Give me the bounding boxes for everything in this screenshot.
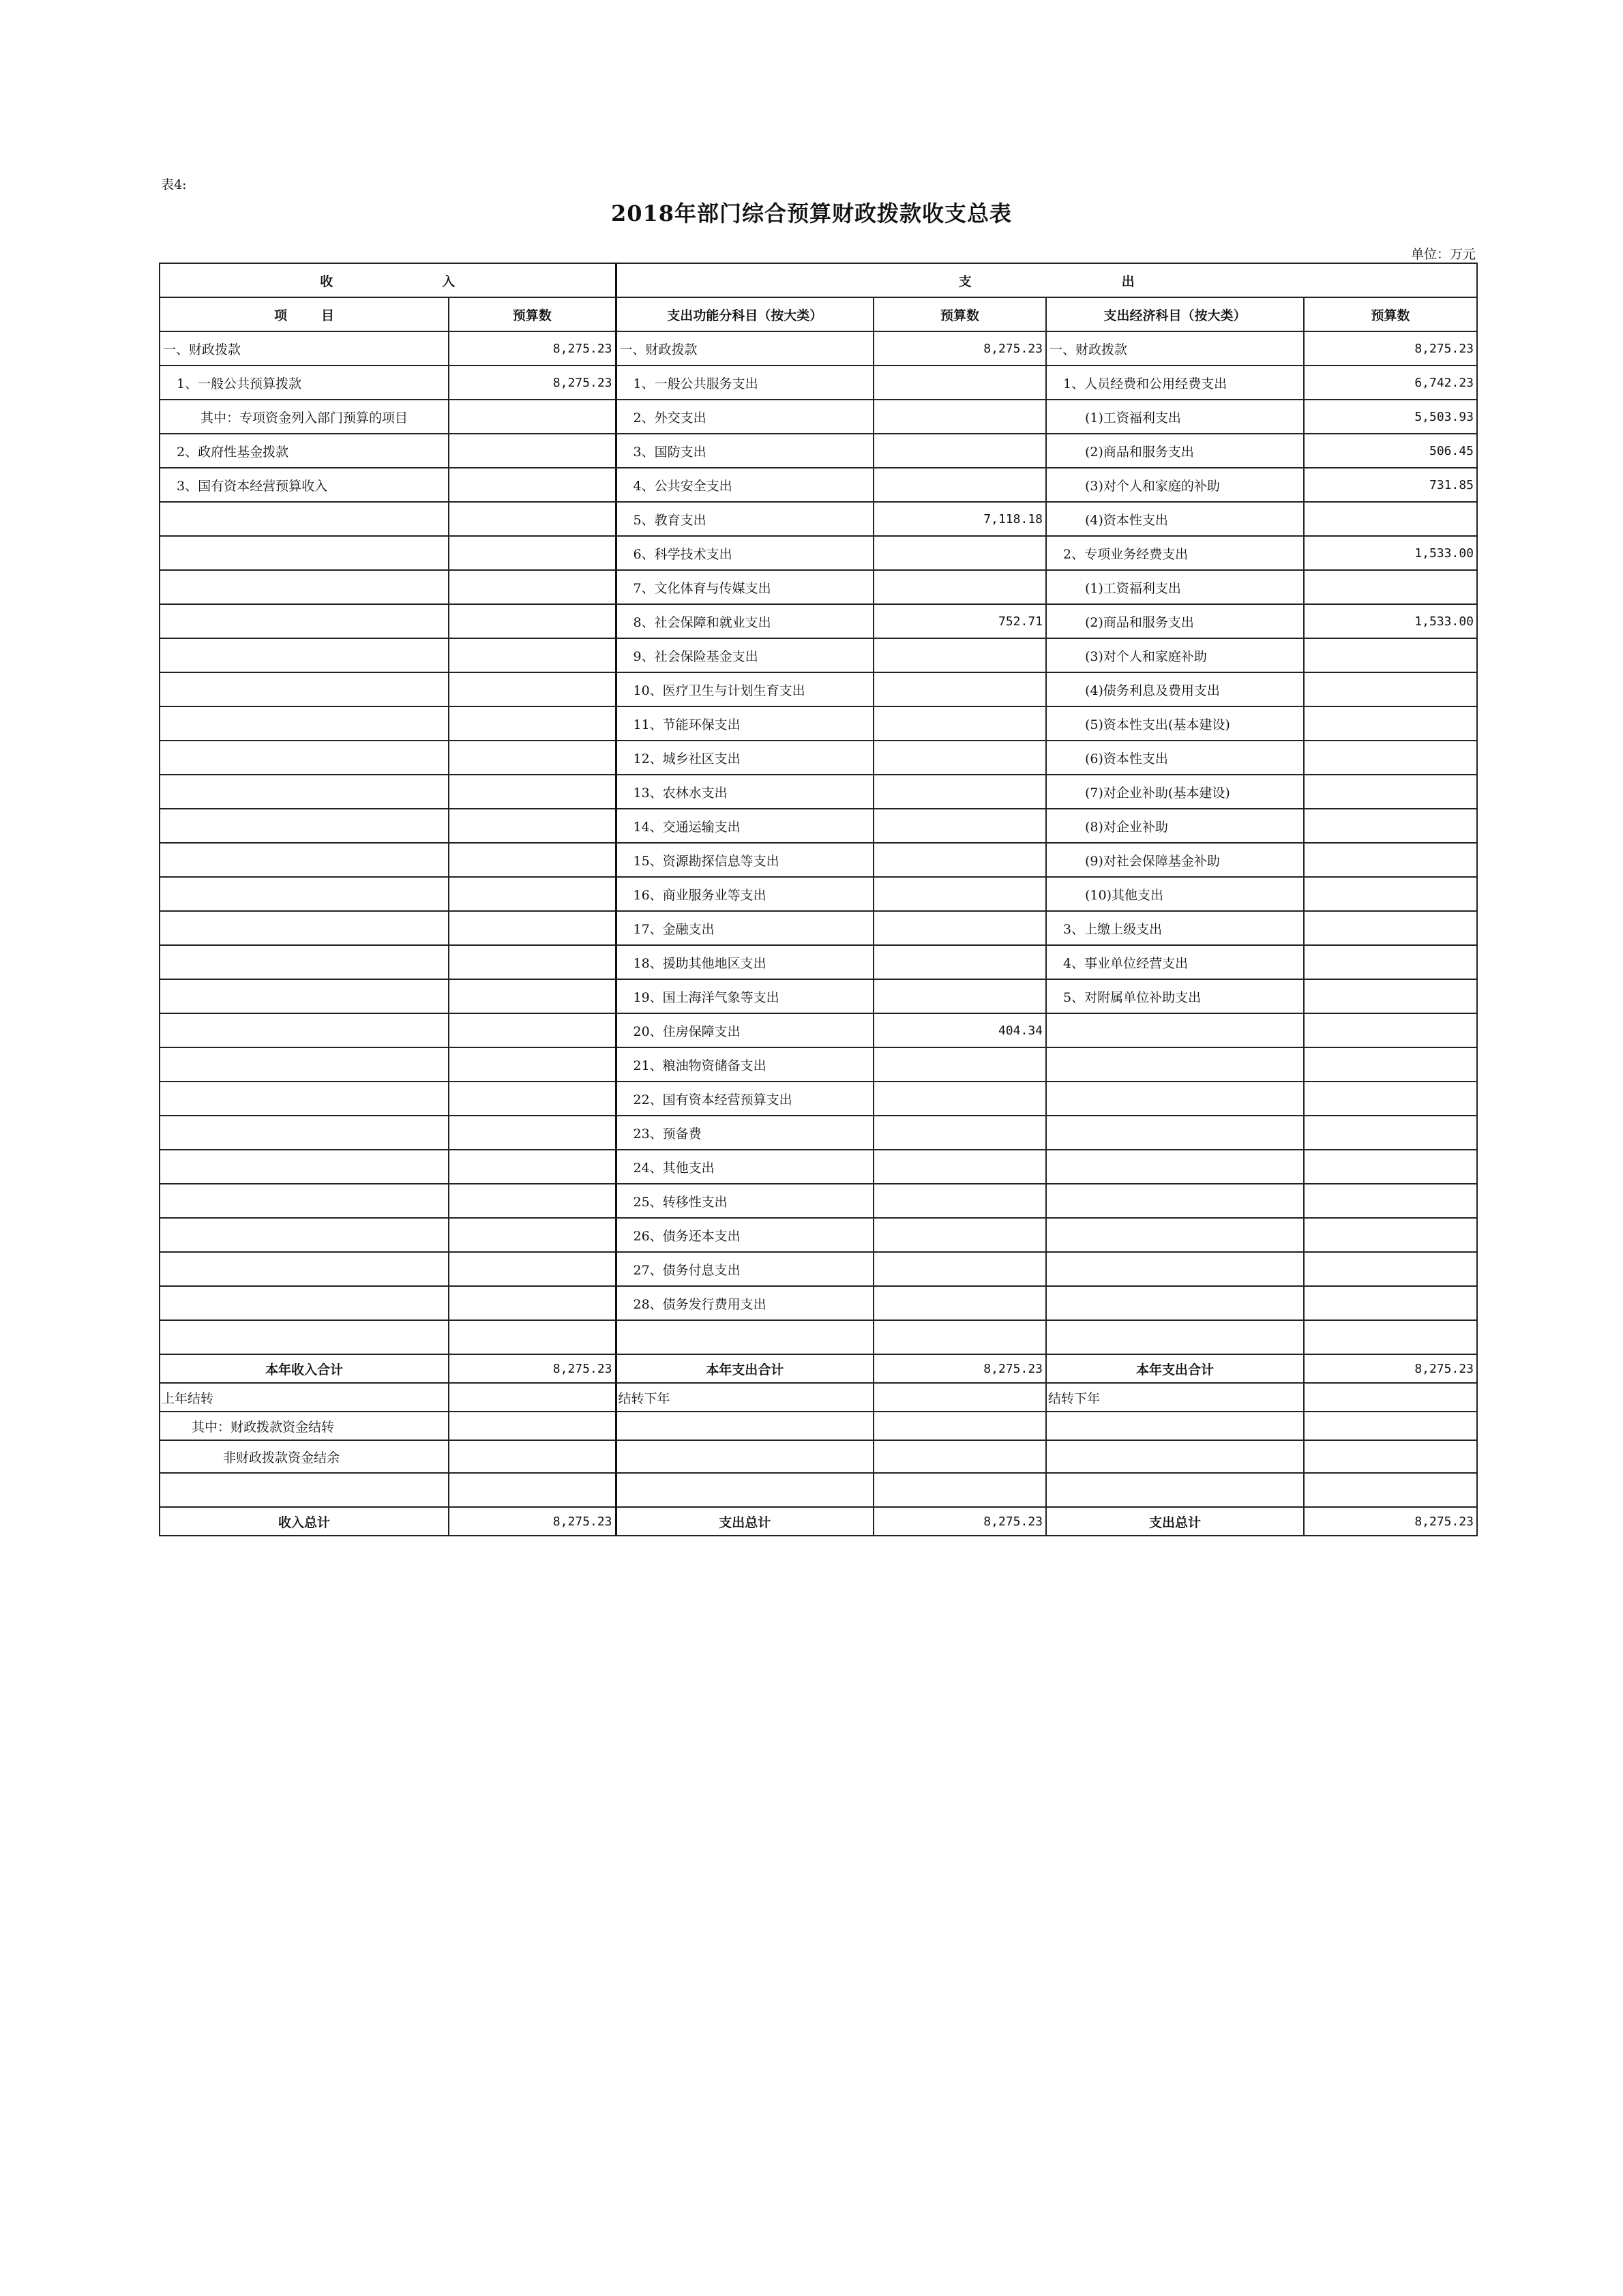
func-item: 7、文化体育与传媒支出 <box>616 570 874 604</box>
income-amount <box>449 1013 616 1047</box>
income-item: 其中：专项资金列入部门预算的项目 <box>160 400 449 434</box>
func-amount <box>874 1252 1046 1286</box>
func-item: 19、国土海洋气象等支出 <box>616 979 874 1013</box>
blank-cell <box>449 1320 616 1354</box>
func-item: 15、资源勘探信息等支出 <box>616 843 874 877</box>
income-amount <box>449 706 616 741</box>
table-row <box>160 604 1477 638</box>
blank-cell <box>1304 1473 1477 1507</box>
func-item: 4、公共安全支出 <box>616 468 874 502</box>
carry-row <box>160 1440 1477 1473</box>
func-item: 13、农林水支出 <box>616 775 874 809</box>
econ-amount: 8,275.23 <box>1304 331 1477 366</box>
table-row <box>160 1150 1477 1184</box>
page-title: 2018年部门综合预算财政拨款收支总表 <box>610 200 1013 226</box>
carry-econ-item <box>1046 1440 1304 1473</box>
income-amount <box>449 1150 616 1184</box>
carry-func-amount <box>874 1412 1046 1440</box>
econ-amount: 6,742.23 <box>1304 366 1477 400</box>
econ-amount: 731.85 <box>1304 468 1477 502</box>
income-item <box>160 911 449 945</box>
econ-item <box>1046 1082 1304 1116</box>
econ-item: 2、专项业务经费支出 <box>1046 536 1304 570</box>
blank-cell <box>160 1320 449 1354</box>
econ-subtotal-amount: 8,275.23 <box>1304 1354 1477 1383</box>
func-item: 10、医疗卫生与计划生育支出 <box>616 672 874 706</box>
table-row <box>160 502 1477 536</box>
func-amount: 752.71 <box>874 604 1046 638</box>
econ-item: 一、财政拨款 <box>1046 331 1304 366</box>
table-row <box>160 945 1477 979</box>
income-header-char-1: 收 <box>320 273 333 289</box>
column-header-row <box>160 297 1477 331</box>
income-item <box>160 1286 449 1320</box>
econ-amount <box>1304 843 1477 877</box>
table-row <box>160 1013 1477 1047</box>
func-total-label: 支出总计 <box>616 1507 874 1536</box>
econ-subtotal-label: 本年支出合计 <box>1046 1354 1304 1383</box>
income-amount <box>449 1184 616 1218</box>
func-item: 6、科学技术支出 <box>616 536 874 570</box>
table-row <box>160 434 1477 468</box>
col-header-func: 支出功能分科目（按大类） <box>616 297 874 331</box>
table-row <box>160 468 1477 502</box>
table-row <box>160 638 1477 672</box>
econ-item: 1、人员经费和公用经费支出 <box>1046 366 1304 400</box>
col-header-item <box>160 297 449 331</box>
func-item: 18、援助其他地区支出 <box>616 945 874 979</box>
carry-econ-amount <box>1304 1383 1477 1412</box>
func-amount <box>874 570 1046 604</box>
econ-amount <box>1304 502 1477 536</box>
func-amount <box>874 1150 1046 1184</box>
budget-table-body <box>160 263 1477 1536</box>
func-item: 2、外交支出 <box>616 400 874 434</box>
func-amount <box>874 1286 1046 1320</box>
col-header-budget-income: 预算数 <box>449 297 616 331</box>
table-row <box>160 672 1477 706</box>
carry-income-amount <box>449 1383 616 1412</box>
unit-label: 单位：万元 <box>1410 247 1476 262</box>
income-item <box>160 809 449 843</box>
blank-cell <box>449 1473 616 1507</box>
econ-item <box>1046 1252 1304 1286</box>
income-item <box>160 672 449 706</box>
carry-econ-amount <box>1304 1412 1477 1440</box>
table-row <box>160 979 1477 1013</box>
table-row <box>160 1082 1477 1116</box>
econ-item <box>1046 1184 1304 1218</box>
income-item: 2、政府性基金拨款 <box>160 434 449 468</box>
econ-item <box>1046 1286 1304 1320</box>
income-amount <box>449 536 616 570</box>
income-item <box>160 1218 449 1252</box>
econ-item: (2)商品和服务支出 <box>1046 434 1304 468</box>
table-number-label: 表4: <box>161 177 187 192</box>
income-item <box>160 1047 449 1082</box>
income-item <box>160 638 449 672</box>
blank-row <box>160 1473 1477 1507</box>
income-amount: 8,275.23 <box>449 366 616 400</box>
table-row <box>160 1286 1477 1320</box>
blank-cell <box>1046 1473 1304 1507</box>
func-item: 28、债务发行费用支出 <box>616 1286 874 1320</box>
table-row <box>160 911 1477 945</box>
income-item <box>160 706 449 741</box>
econ-amount <box>1304 1150 1477 1184</box>
income-subtotal-amount: 8,275.23 <box>449 1354 616 1383</box>
income-amount <box>449 1286 616 1320</box>
income-item <box>160 843 449 877</box>
econ-amount <box>1304 1047 1477 1082</box>
func-amount <box>874 843 1046 877</box>
income-amount <box>449 672 616 706</box>
income-item <box>160 741 449 775</box>
table-row <box>160 1252 1477 1286</box>
func-item: 21、粮油物资储备支出 <box>616 1047 874 1082</box>
econ-total-label: 支出总计 <box>1046 1507 1304 1536</box>
econ-amount <box>1304 741 1477 775</box>
econ-item: (5)资本性支出(基本建设) <box>1046 706 1304 741</box>
econ-item <box>1046 1116 1304 1150</box>
econ-amount <box>1304 1252 1477 1286</box>
income-amount: 8,275.23 <box>449 331 616 366</box>
econ-item: (2)商品和服务支出 <box>1046 604 1304 638</box>
func-amount <box>874 809 1046 843</box>
func-amount <box>874 400 1046 434</box>
income-item <box>160 570 449 604</box>
income-item <box>160 604 449 638</box>
econ-amount: 5,503.93 <box>1304 400 1477 434</box>
func-amount <box>874 877 1046 911</box>
func-amount <box>874 434 1046 468</box>
carry-econ-amount <box>1304 1440 1477 1473</box>
budget-table <box>159 263 1478 1536</box>
income-section-header <box>160 263 616 297</box>
func-amount: 7,118.18 <box>874 502 1046 536</box>
income-item <box>160 502 449 536</box>
table-row <box>160 331 1477 366</box>
income-item: 3、国有资本经营预算收入 <box>160 468 449 502</box>
func-item: 22、国有资本经营预算支出 <box>616 1082 874 1116</box>
table-row <box>160 1116 1477 1150</box>
func-item: 16、商业服务业等支出 <box>616 877 874 911</box>
econ-amount <box>1304 809 1477 843</box>
income-amount <box>449 638 616 672</box>
func-amount <box>874 468 1046 502</box>
income-amount <box>449 979 616 1013</box>
func-amount <box>874 1047 1046 1082</box>
func-item: 3、国防支出 <box>616 434 874 468</box>
col-header-item-char-1: 项 <box>273 308 287 323</box>
income-amount <box>449 1252 616 1286</box>
table-row <box>160 570 1477 604</box>
econ-item: (1)工资福利支出 <box>1046 400 1304 434</box>
econ-amount: 1,533.00 <box>1304 536 1477 570</box>
table-row <box>160 706 1477 741</box>
econ-amount <box>1304 1013 1477 1047</box>
func-item: 27、债务付息支出 <box>616 1252 874 1286</box>
income-amount <box>449 911 616 945</box>
table-row <box>160 741 1477 775</box>
carry-row <box>160 1383 1477 1412</box>
func-item: 12、城乡社区支出 <box>616 741 874 775</box>
econ-amount <box>1304 877 1477 911</box>
econ-item <box>1046 1047 1304 1082</box>
econ-item: 5、对附属单位补助支出 <box>1046 979 1304 1013</box>
econ-amount <box>1304 1286 1477 1320</box>
income-amount <box>449 809 616 843</box>
carry-func-item: 结转下年 <box>616 1383 874 1412</box>
table-row <box>160 1218 1477 1252</box>
econ-amount <box>1304 945 1477 979</box>
econ-item: (6)资本性支出 <box>1046 741 1304 775</box>
econ-item: (9)对社会保障基金补助 <box>1046 843 1304 877</box>
carry-func-item <box>616 1412 874 1440</box>
col-header-econ: 支出经济科目（按大类） <box>1046 297 1304 331</box>
carry-income-item: 上年结转 <box>160 1383 449 1412</box>
table-row <box>160 775 1477 809</box>
econ-item: 3、上缴上级支出 <box>1046 911 1304 945</box>
func-amount <box>874 775 1046 809</box>
func-amount <box>874 706 1046 741</box>
income-item <box>160 1013 449 1047</box>
econ-item <box>1046 1150 1304 1184</box>
func-amount <box>874 1184 1046 1218</box>
func-item: 1、一般公共服务支出 <box>616 366 874 400</box>
econ-amount <box>1304 570 1477 604</box>
func-item: 23、预备费 <box>616 1116 874 1150</box>
blank-cell <box>616 1320 874 1354</box>
econ-amount <box>1304 1184 1477 1218</box>
table-row <box>160 366 1477 400</box>
econ-item: (4)资本性支出 <box>1046 502 1304 536</box>
func-item: 14、交通运输支出 <box>616 809 874 843</box>
table-row <box>160 877 1477 911</box>
col-header-item-char-2: 目 <box>321 308 335 323</box>
func-amount <box>874 1082 1046 1116</box>
blank-cell <box>1046 1320 1304 1354</box>
carry-row <box>160 1412 1477 1440</box>
econ-item: (7)对企业补助(基本建设) <box>1046 775 1304 809</box>
income-item <box>160 1252 449 1286</box>
func-amount <box>874 366 1046 400</box>
func-item: 26、债务还本支出 <box>616 1218 874 1252</box>
econ-amount: 1,533.00 <box>1304 604 1477 638</box>
carry-income-amount <box>449 1440 616 1473</box>
func-item: 17、金融支出 <box>616 911 874 945</box>
carry-econ-item: 结转下年 <box>1046 1383 1304 1412</box>
blank-cell <box>160 1473 449 1507</box>
col-header-budget-func: 预算数 <box>874 297 1046 331</box>
table-row <box>160 1047 1477 1082</box>
blank-cell <box>874 1320 1046 1354</box>
econ-item: (8)对企业补助 <box>1046 809 1304 843</box>
income-total-label: 收入总计 <box>160 1507 449 1536</box>
table-row <box>160 400 1477 434</box>
econ-item <box>1046 1013 1304 1047</box>
expense-header-char-1: 支 <box>958 273 972 289</box>
econ-item: 4、事业单位经营支出 <box>1046 945 1304 979</box>
carry-income-item: 其中：财政拨款资金结转 <box>160 1412 449 1440</box>
income-item <box>160 1184 449 1218</box>
income-amount <box>449 877 616 911</box>
section-header-row <box>160 263 1477 297</box>
econ-item: (10)其他支出 <box>1046 877 1304 911</box>
econ-amount <box>1304 979 1477 1013</box>
func-amount <box>874 741 1046 775</box>
income-amount <box>449 400 616 434</box>
income-amount <box>449 1116 616 1150</box>
carry-func-item <box>616 1440 874 1473</box>
income-amount <box>449 604 616 638</box>
expense-header-char-2: 出 <box>1121 273 1135 289</box>
blank-row <box>160 1320 1477 1354</box>
func-item: 5、教育支出 <box>616 502 874 536</box>
income-amount <box>449 775 616 809</box>
func-subtotal-label: 本年支出合计 <box>616 1354 874 1383</box>
total-row <box>160 1507 1477 1536</box>
econ-amount: 506.45 <box>1304 434 1477 468</box>
func-amount <box>874 536 1046 570</box>
econ-item: (3)对个人和家庭补助 <box>1046 638 1304 672</box>
income-item <box>160 536 449 570</box>
income-amount <box>449 570 616 604</box>
income-total-amount: 8,275.23 <box>449 1507 616 1536</box>
income-item <box>160 877 449 911</box>
income-amount <box>449 843 616 877</box>
econ-amount <box>1304 672 1477 706</box>
func-amount: 404.34 <box>874 1013 1046 1047</box>
func-item: 8、社会保障和就业支出 <box>616 604 874 638</box>
func-amount <box>874 672 1046 706</box>
income-item <box>160 1082 449 1116</box>
income-amount <box>449 434 616 468</box>
func-item: 25、转移性支出 <box>616 1184 874 1218</box>
func-total-amount: 8,275.23 <box>874 1507 1046 1536</box>
econ-amount <box>1304 706 1477 741</box>
econ-amount <box>1304 911 1477 945</box>
subtotal-row <box>160 1354 1477 1383</box>
econ-amount <box>1304 638 1477 672</box>
func-amount: 8,275.23 <box>874 331 1046 366</box>
income-amount <box>449 741 616 775</box>
table-row <box>160 843 1477 877</box>
func-amount <box>874 1218 1046 1252</box>
income-item: 1、一般公共预算拨款 <box>160 366 449 400</box>
income-amount <box>449 1082 616 1116</box>
func-item: 9、社会保险基金支出 <box>616 638 874 672</box>
func-amount <box>874 638 1046 672</box>
income-item <box>160 1150 449 1184</box>
econ-amount <box>1304 1082 1477 1116</box>
income-amount <box>449 1047 616 1082</box>
carry-econ-item <box>1046 1412 1304 1440</box>
econ-item: (4)债务利息及费用支出 <box>1046 672 1304 706</box>
carry-income-item: 非财政拨款资金结余 <box>160 1440 449 1473</box>
carry-income-amount <box>449 1412 616 1440</box>
income-amount <box>449 1218 616 1252</box>
econ-amount <box>1304 1218 1477 1252</box>
econ-amount <box>1304 1116 1477 1150</box>
func-amount <box>874 911 1046 945</box>
econ-total-amount: 8,275.23 <box>1304 1507 1477 1536</box>
econ-item: (1)工资福利支出 <box>1046 570 1304 604</box>
func-amount <box>874 945 1046 979</box>
blank-cell <box>874 1473 1046 1507</box>
income-item <box>160 1116 449 1150</box>
func-item: 一、财政拨款 <box>616 331 874 366</box>
func-subtotal-amount: 8,275.23 <box>874 1354 1046 1383</box>
income-subtotal-label: 本年收入合计 <box>160 1354 449 1383</box>
econ-item: (3)对个人和家庭的补助 <box>1046 468 1304 502</box>
func-item: 11、节能环保支出 <box>616 706 874 741</box>
income-header-char-2: 入 <box>442 273 456 289</box>
blank-cell <box>1304 1320 1477 1354</box>
blank-cell <box>616 1473 874 1507</box>
col-header-budget-econ: 预算数 <box>1304 297 1477 331</box>
econ-amount <box>1304 775 1477 809</box>
income-amount <box>449 468 616 502</box>
income-item <box>160 945 449 979</box>
func-amount <box>874 1116 1046 1150</box>
func-item: 24、其他支出 <box>616 1150 874 1184</box>
income-item: 一、财政拨款 <box>160 331 449 366</box>
expense-section-header <box>616 263 1477 297</box>
income-item <box>160 775 449 809</box>
func-amount <box>874 979 1046 1013</box>
carry-func-amount <box>874 1383 1046 1412</box>
income-amount <box>449 945 616 979</box>
table-row <box>160 1184 1477 1218</box>
table-row <box>160 809 1477 843</box>
func-item: 20、住房保障支出 <box>616 1013 874 1047</box>
econ-item <box>1046 1218 1304 1252</box>
table-row <box>160 536 1477 570</box>
carry-func-amount <box>874 1440 1046 1473</box>
income-amount <box>449 502 616 536</box>
income-item <box>160 979 449 1013</box>
